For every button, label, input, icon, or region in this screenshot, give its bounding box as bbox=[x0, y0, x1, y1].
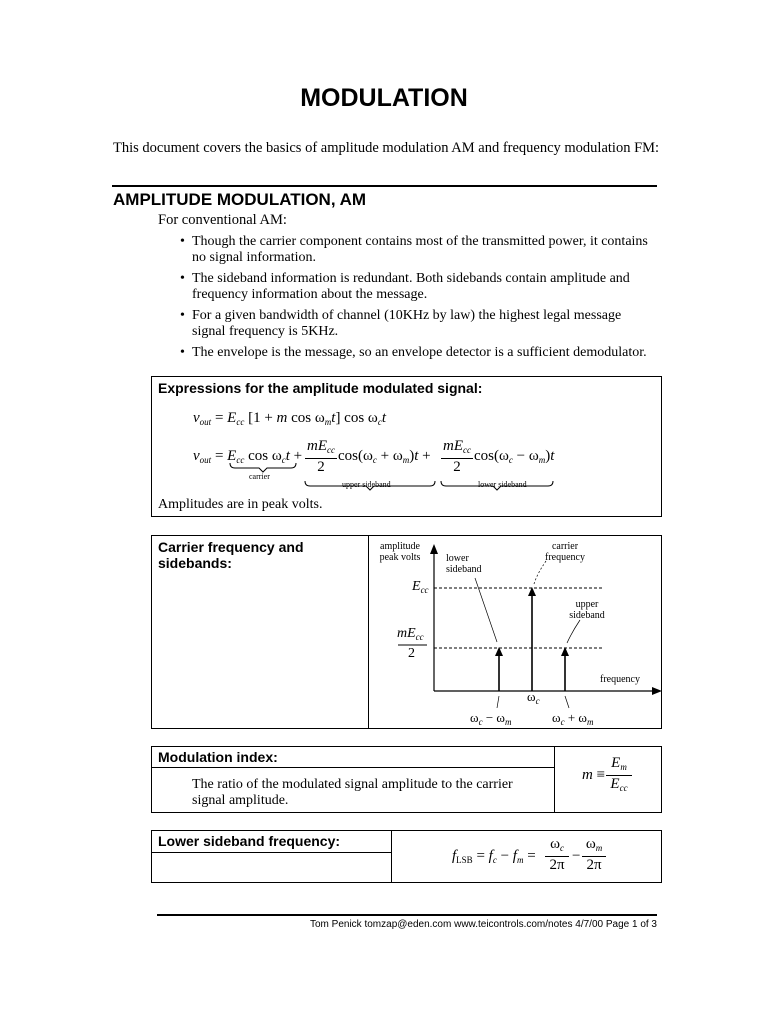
page-title: MODULATION bbox=[300, 84, 468, 112]
bullet-icon: • bbox=[180, 271, 185, 286]
section-heading-am: AMPLITUDE MODULATION, AM bbox=[113, 190, 367, 209]
page-footer: Tom Penick tomzap@eden.com www.teicontrols.com/notes 4/7/00 Page 1 of 3 bbox=[310, 919, 657, 930]
equation-upper-sideband: $\cos(\omega_c + \omega_m)t$ + bbox=[338, 448, 431, 465]
upper-sideband-label: upper sideband bbox=[342, 480, 391, 489]
section-rule bbox=[112, 185, 657, 187]
expressions-box bbox=[151, 376, 662, 517]
bullet-icon: • bbox=[180, 345, 185, 360]
modulation-index-text: The ratio of the modulated signal amplitude to the carrier signal amplitude. bbox=[192, 777, 513, 808]
bullet-item: • Though the carrier component contains most of the transmitted power, it contains no signal information. bbox=[180, 234, 648, 265]
lsb-fraction-m: $\frac{\omega_m}{2\pi}$ bbox=[582, 836, 606, 874]
mod-index-title-rule bbox=[152, 767, 554, 768]
carrier-label: carrier bbox=[249, 472, 270, 481]
mod-index-divider bbox=[554, 747, 555, 812]
fraction-upper: $mE_{cc}$ 2 bbox=[307, 438, 335, 475]
equation-lower-sideband: $\cos(\omega_c - \omega_m)t$ bbox=[474, 448, 555, 465]
ecc-level-label: $E_{cc}$ bbox=[412, 579, 429, 595]
equation-am-signal: $v_{out} = E_{cc}$ [1 + m $\cos \omega_mt$] $\cos \omega_ct$ bbox=[193, 410, 386, 427]
mecc-level-num: $mE_{cc}$ bbox=[397, 626, 424, 642]
omega-c-label: $\omega_c$ bbox=[527, 689, 540, 706]
modulation-index-title: Modulation index: bbox=[158, 749, 278, 765]
x-axis-label: frequency bbox=[600, 674, 640, 685]
spectrum-title: Carrier frequency and sidebands: bbox=[158, 539, 304, 571]
carrier-frequency-callout: carrier frequency bbox=[545, 541, 585, 563]
am-bullet-list bbox=[176, 234, 656, 366]
equation-am-expanded-left: $v_{out} = E_{cc}$ $\cos \omega_ct$ + bbox=[193, 448, 303, 465]
omega-c-minus-m-label: $\omega_c - \omega_m$ bbox=[470, 710, 512, 727]
lsb-minus: − bbox=[572, 848, 581, 864]
mecc-level-den: 2 bbox=[408, 646, 415, 661]
omega-c-plus-m-label: $\omega_c + \omega_m$ bbox=[552, 710, 594, 727]
footer-rule bbox=[157, 914, 657, 916]
modulation-index-box bbox=[151, 746, 662, 813]
expressions-title: Expressions for the amplitude modulated signal: bbox=[158, 380, 483, 396]
bullet-icon: • bbox=[180, 308, 185, 323]
y-axis-label: amplitude peak volts bbox=[379, 541, 421, 563]
lsb-title-rule bbox=[152, 852, 391, 853]
bullet-item: • The sideband information is redundant. Both sidebands contain amplitude and frequency information about the message. bbox=[180, 271, 630, 302]
bullet-icon: • bbox=[180, 234, 185, 249]
bullet-item: • For a given bandwidth of channel (10KHz by law) the highest legal message signal frequency is 5KHz. bbox=[180, 308, 622, 339]
upper-sideband-callout: upper sideband bbox=[569, 599, 605, 621]
mod-index-fraction: $E_m$ $E_{cc}$ bbox=[606, 755, 632, 797]
lower-sideband-label: lower sideband bbox=[478, 480, 527, 489]
lsb-divider bbox=[391, 831, 392, 882]
intro-paragraph: This document covers the basics of amplitude modulation AM and frequency modulation FM: bbox=[113, 140, 660, 156]
lsb-title: Lower sideband frequency: bbox=[158, 833, 341, 849]
lsb-equation: $f_{LSB} = f_c - f_m$ = bbox=[452, 848, 536, 865]
spectrum-box bbox=[151, 535, 662, 729]
amplitude-note: Amplitudes are in peak volts. bbox=[158, 497, 323, 512]
fraction-lower: $mE_{cc}$ 2 bbox=[443, 438, 471, 475]
lsb-box bbox=[151, 830, 662, 883]
mod-index-lhs: m ≡ bbox=[582, 767, 606, 783]
bullet-item: • The envelope is the message, so an envelope detector is a sufficient demodulator. bbox=[180, 345, 647, 360]
lsb-fraction-c: $\frac{\omega_c}{2\pi}$ bbox=[545, 836, 569, 874]
am-lead-text: For conventional AM: bbox=[158, 212, 287, 228]
lower-sideband-callout: lower sideband bbox=[446, 553, 482, 575]
